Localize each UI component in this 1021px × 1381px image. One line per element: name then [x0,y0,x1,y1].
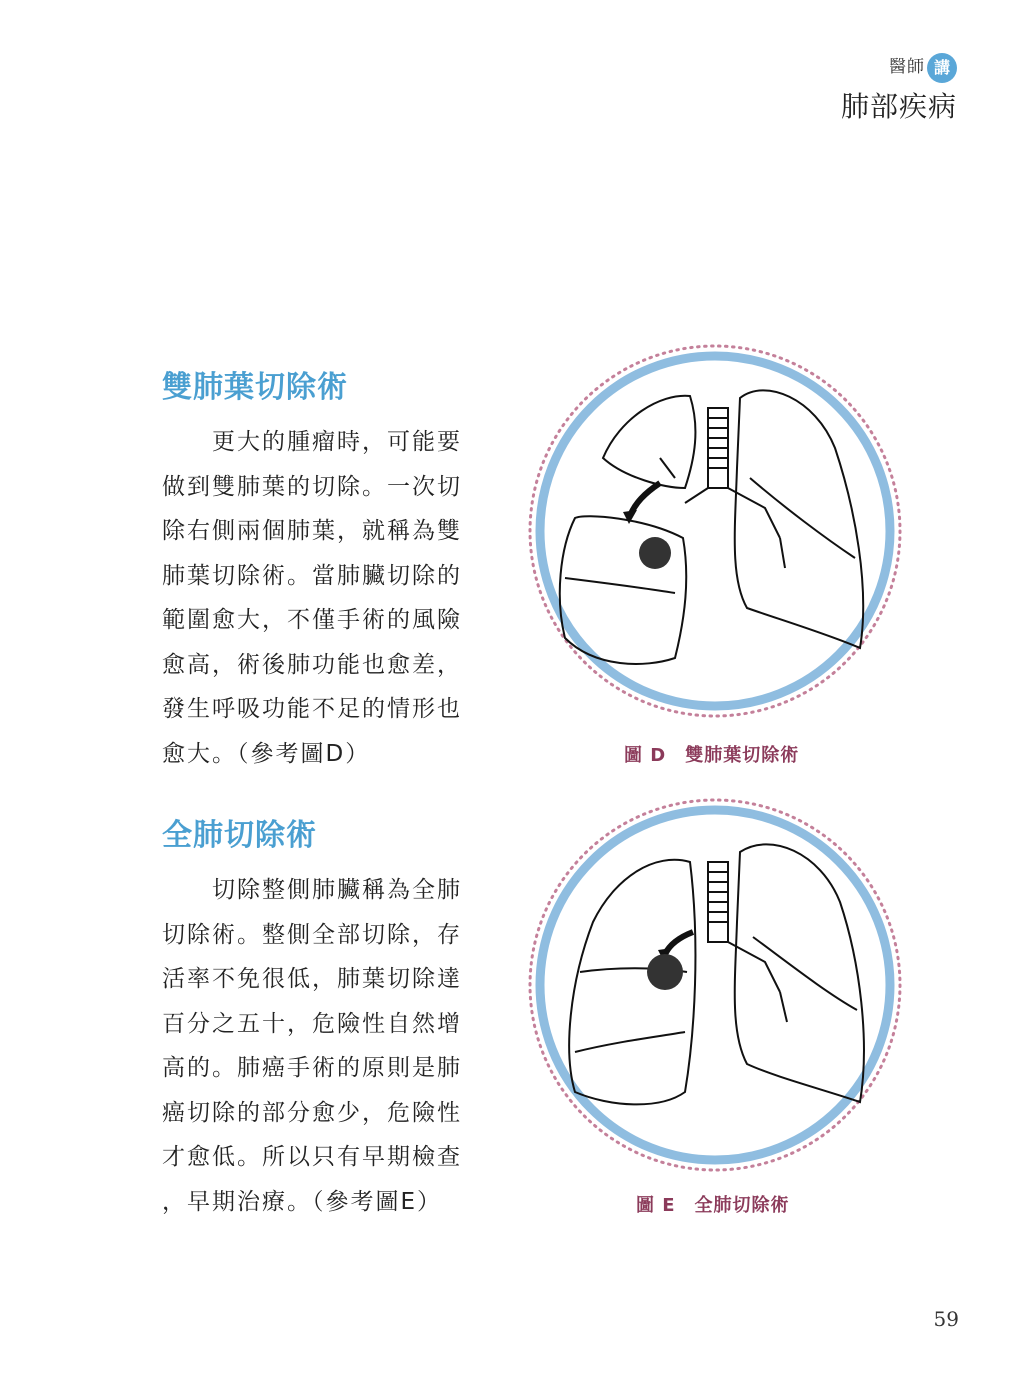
section-title-pneumonectomy: 全肺切除術 [162,818,317,853]
page-number: 59 [933,1307,959,1331]
tumor-icon [639,537,671,569]
section-title-bilobectomy: 雙肺葉切除術 [162,370,348,405]
figure-e-illustration [525,792,905,1178]
paragraph-bilobectomy: 更大的腫瘤時，可能要 做到雙肺葉的切除。一次切 除右側兩個肺葉，就稱為雙 肺葉切除術。當肺臟切除的 範圍愈大，不僅手術的風險 愈高，術後肺功能也愈差， 發生呼吸功能不足的情形也 愈大。（參考圖D） [162,429,462,767]
caption-figure-d: 圖 D 雙肺葉切除術 [624,745,800,766]
caption-figure-e: 圖 E 全肺切除術 [636,1195,790,1216]
speech-bubble-icon: 講 [927,53,957,83]
header-top [841,52,957,83]
tumor-icon [647,954,683,990]
paragraph-pneumonectomy: 切除整側肺臟稱為全肺 切除術。整側全部切除，存 活率不免很低，肺葉切除達 百分之五十，危險性自然增 高的。肺癌手術的原則是肺 癌切除的部分愈少，危險性 才愈低。所以只有早期檢查 ，早期治療。（參考圖E） [162,877,462,1215]
figure-d-illustration [525,338,905,724]
header-title: 肺部疾病 [840,89,957,123]
running-header [841,52,957,125]
header-small-text: 醫師 [889,57,925,77]
